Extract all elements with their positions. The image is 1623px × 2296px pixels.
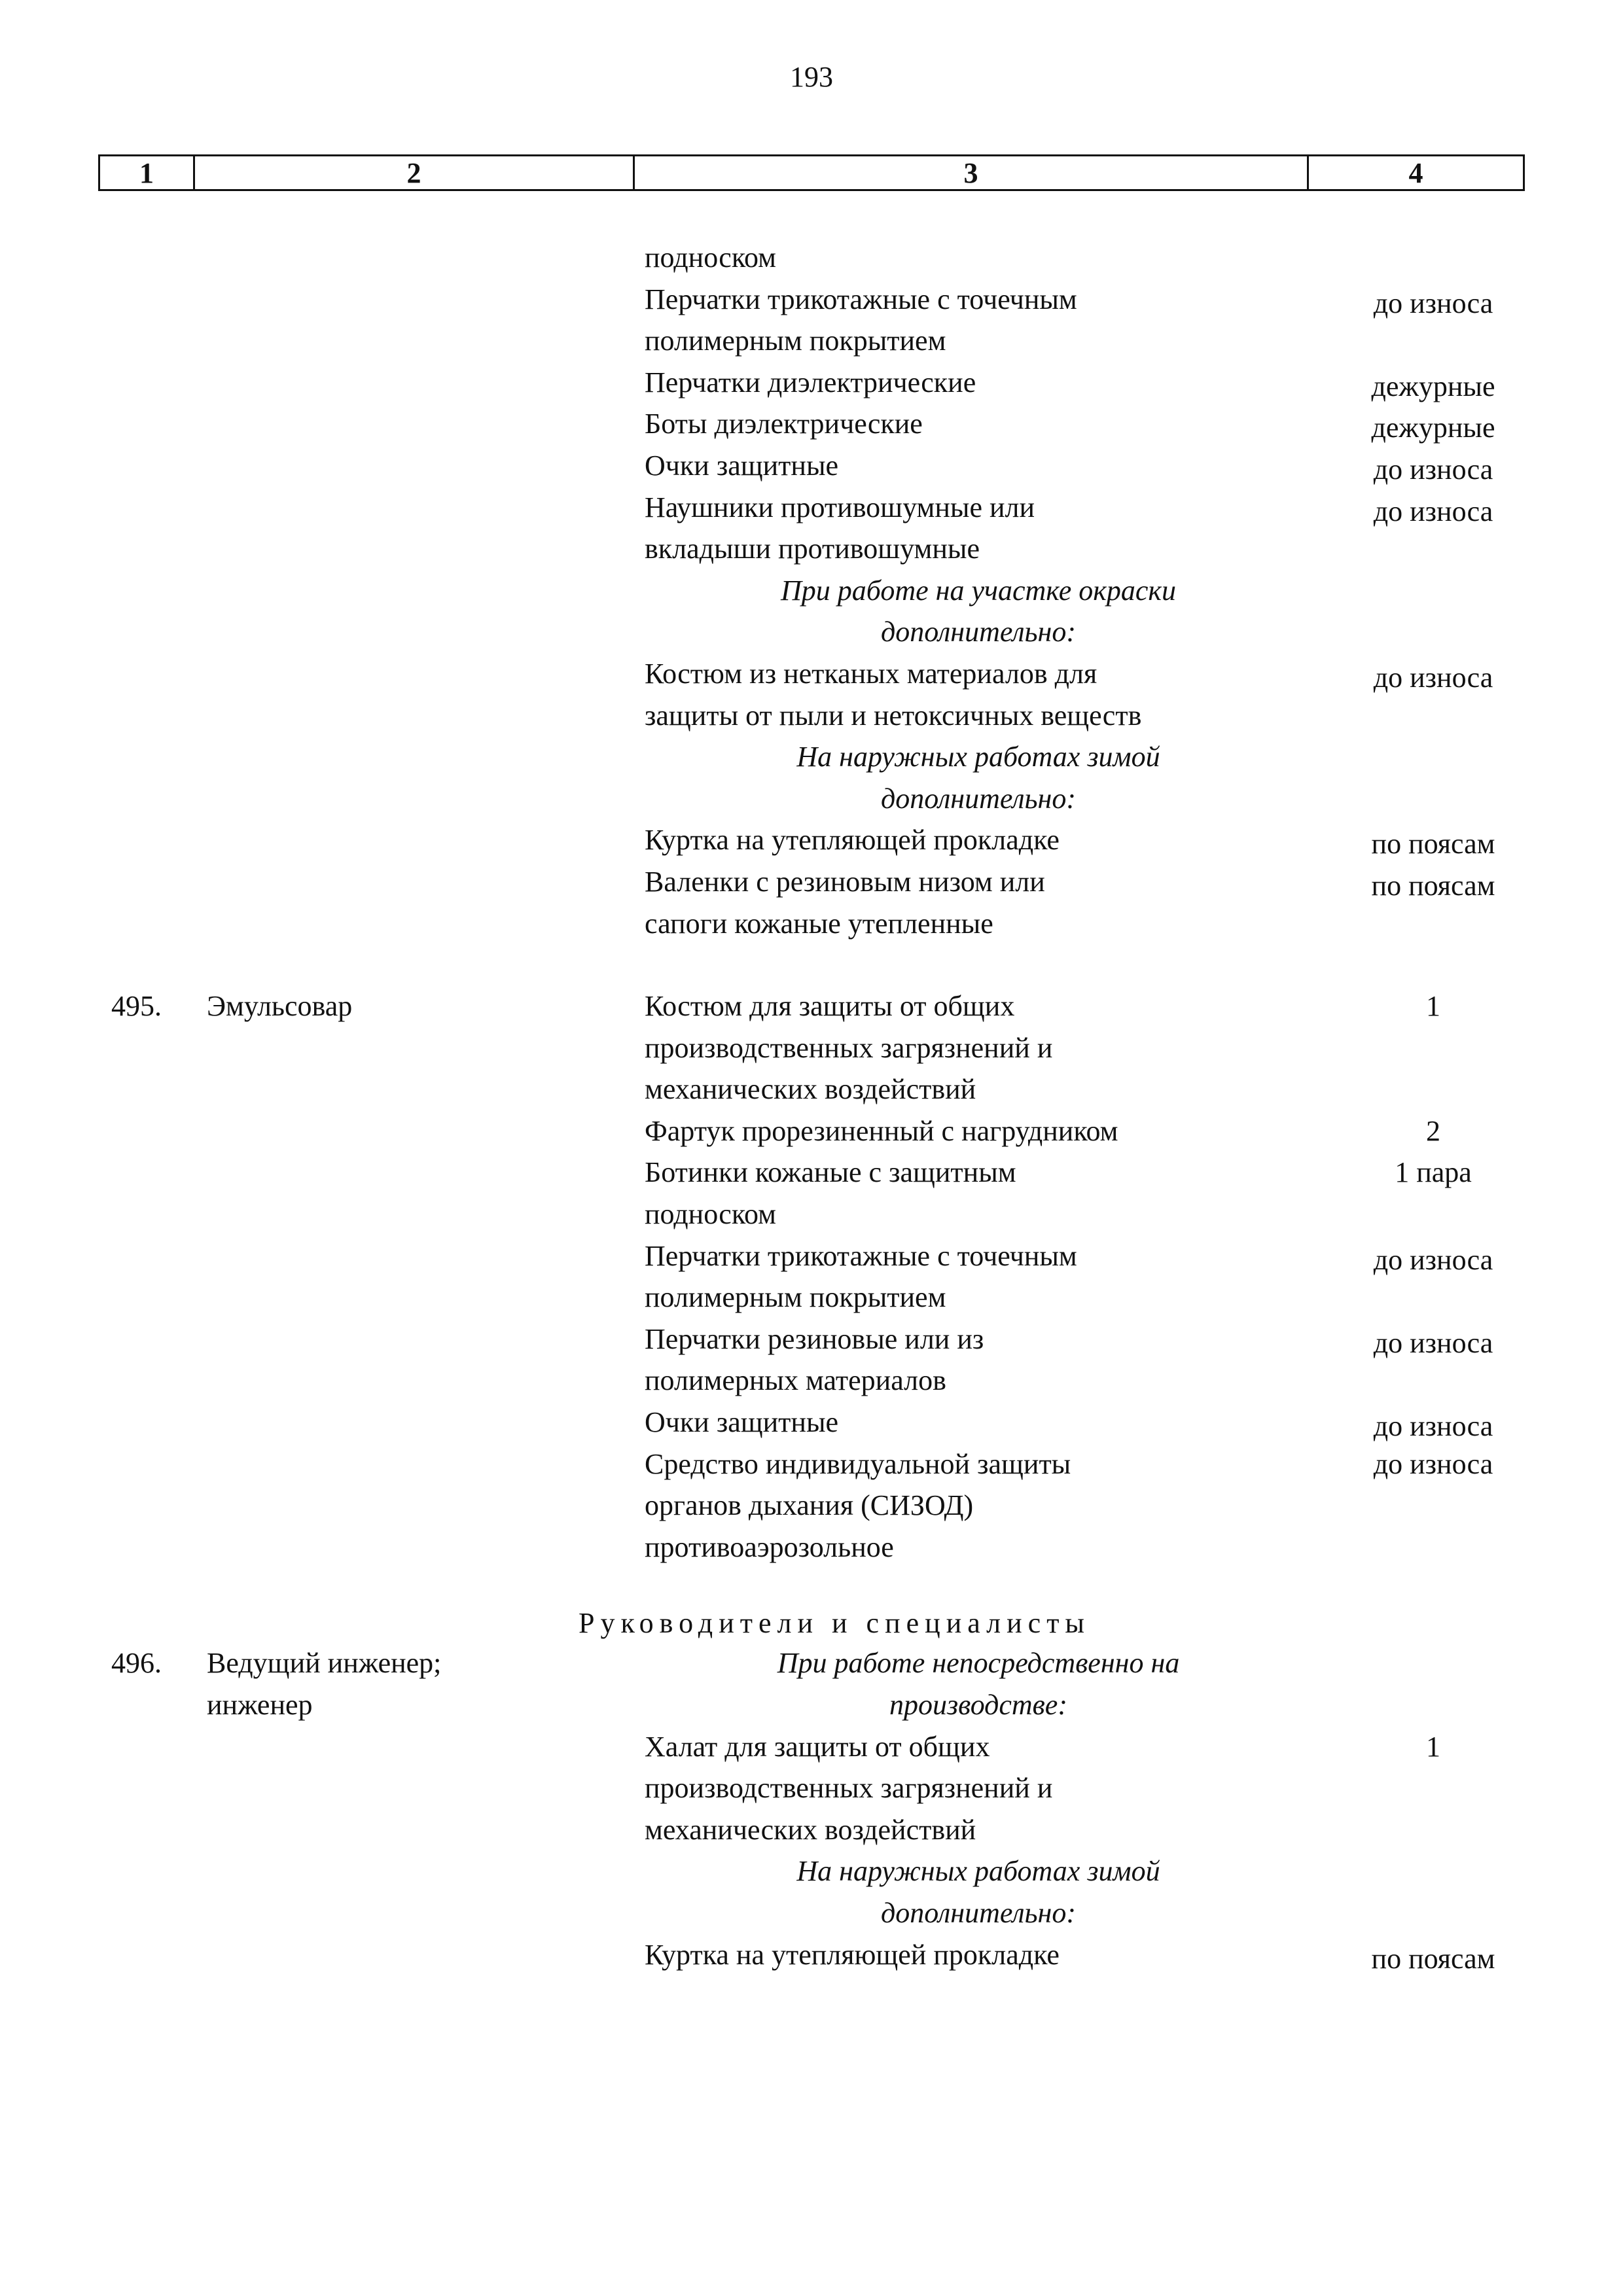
table-row <box>0 861 1623 944</box>
item-text: Костюм из нетканых материалов для защиты от пыли и нетоксичных веществ <box>645 657 1142 732</box>
table-body <box>0 237 1623 1975</box>
item-text: Средство индивидуальной защиты органов дыхания (СИЗОД) противоаэрозольное <box>645 1447 1071 1563</box>
norm-text: по поясам <box>1371 1942 1495 1975</box>
note-winter: На наружных работах зимой дополнительно: <box>796 1855 1160 1929</box>
item-text: Перчатки резиновые или из полимерных материалов <box>645 1322 984 1397</box>
table-row <box>0 1726 1623 1851</box>
table-row-496 <box>0 1642 1623 1725</box>
item-text: Фартук прорезиненный с нагрудником <box>645 1114 1118 1147</box>
table-row <box>0 403 1623 445</box>
norm-text: 1 <box>1426 990 1440 1023</box>
table-header <box>98 154 1525 191</box>
header-col-4: 4 <box>1408 156 1423 189</box>
note-paint-section: При работе на участке окраски дополнительно: <box>781 574 1176 648</box>
table-row <box>0 1402 1623 1443</box>
table-row <box>0 362 1623 404</box>
table-row <box>0 819 1623 861</box>
item-text: Боты диэлектрические <box>645 408 923 440</box>
page-number: 193 <box>790 61 833 93</box>
norm-text: до износа <box>1373 661 1493 694</box>
header-col-1: 1 <box>100 156 195 189</box>
norm-text: 2 <box>1426 1114 1440 1147</box>
note-production: При работе непосредственно на производстве: <box>777 1647 1180 1721</box>
norm-text: до износа <box>1373 1326 1493 1359</box>
table-row <box>0 237 1623 279</box>
norm-text: до износа <box>1373 495 1493 527</box>
table-row <box>0 1235 1623 1318</box>
item-text: Костюм для защиты от общих производственных загрязнений и механических воздействий <box>645 990 1053 1106</box>
profession-name: Ведущий инженер; инженер <box>207 1647 442 1721</box>
item-text: подноском <box>645 241 776 274</box>
table-row <box>0 653 1623 736</box>
norm-text: дежурные <box>1371 370 1495 402</box>
table-row <box>0 1318 1623 1402</box>
header-col-3: 3 <box>635 156 1309 189</box>
item-text: Халат для защиты от общих производственных загрязнений и механических воздействий <box>645 1730 1053 1846</box>
table-row <box>0 1110 1623 1152</box>
table-row <box>0 1934 1623 1976</box>
item-text: Перчатки трикотажные с точечным полимерным покрытием <box>645 1239 1077 1314</box>
norm-text: до износа <box>1373 1243 1493 1276</box>
item-text: Перчатки диэлектрические <box>645 366 976 398</box>
norm-text: до износа <box>1373 1447 1493 1480</box>
profession-name: Эмульсовар <box>207 990 353 1023</box>
table-row-495 <box>0 985 1623 1110</box>
norm-text: по поясам <box>1371 869 1495 902</box>
table-row <box>0 279 1623 362</box>
item-text: Очки защитные <box>645 1406 839 1439</box>
item-text: Очки защитные <box>645 449 839 482</box>
table-row <box>0 1443 1623 1568</box>
item-text: Валенки с резиновым низом или сапоги кожаные утепленные <box>645 865 1045 940</box>
table-row <box>0 487 1623 570</box>
section-heading: Руководители и специалисты <box>578 1607 1090 1640</box>
table-row <box>0 445 1623 487</box>
item-text: Наушники противошумные или вкладыши противошумные <box>645 491 1035 565</box>
item-text: Куртка на утепляющей прокладке <box>645 824 1060 857</box>
norm-text: 1 пара <box>1395 1156 1472 1189</box>
norm-text: до износа <box>1373 1410 1493 1443</box>
entry-number: 496. <box>111 1647 162 1680</box>
item-text: Перчатки трикотажные с точечным полимерным покрытием <box>645 283 1077 357</box>
norm-text: 1 <box>1426 1730 1440 1763</box>
norm-text: дежурные <box>1371 412 1495 444</box>
header-col-2: 2 <box>195 156 635 189</box>
item-text: Ботинки кожаные с защитным подноском <box>645 1156 1016 1231</box>
norm-text: по поясам <box>1371 828 1495 860</box>
norm-text: до износа <box>1373 453 1493 486</box>
note-winter: На наружных работах зимой дополнительно: <box>796 741 1160 815</box>
item-text: Куртка на утепляющей прокладке <box>645 1938 1060 1971</box>
table-row <box>0 1152 1623 1235</box>
norm-text: до износа <box>1373 287 1493 319</box>
entry-number: 495. <box>111 990 162 1023</box>
